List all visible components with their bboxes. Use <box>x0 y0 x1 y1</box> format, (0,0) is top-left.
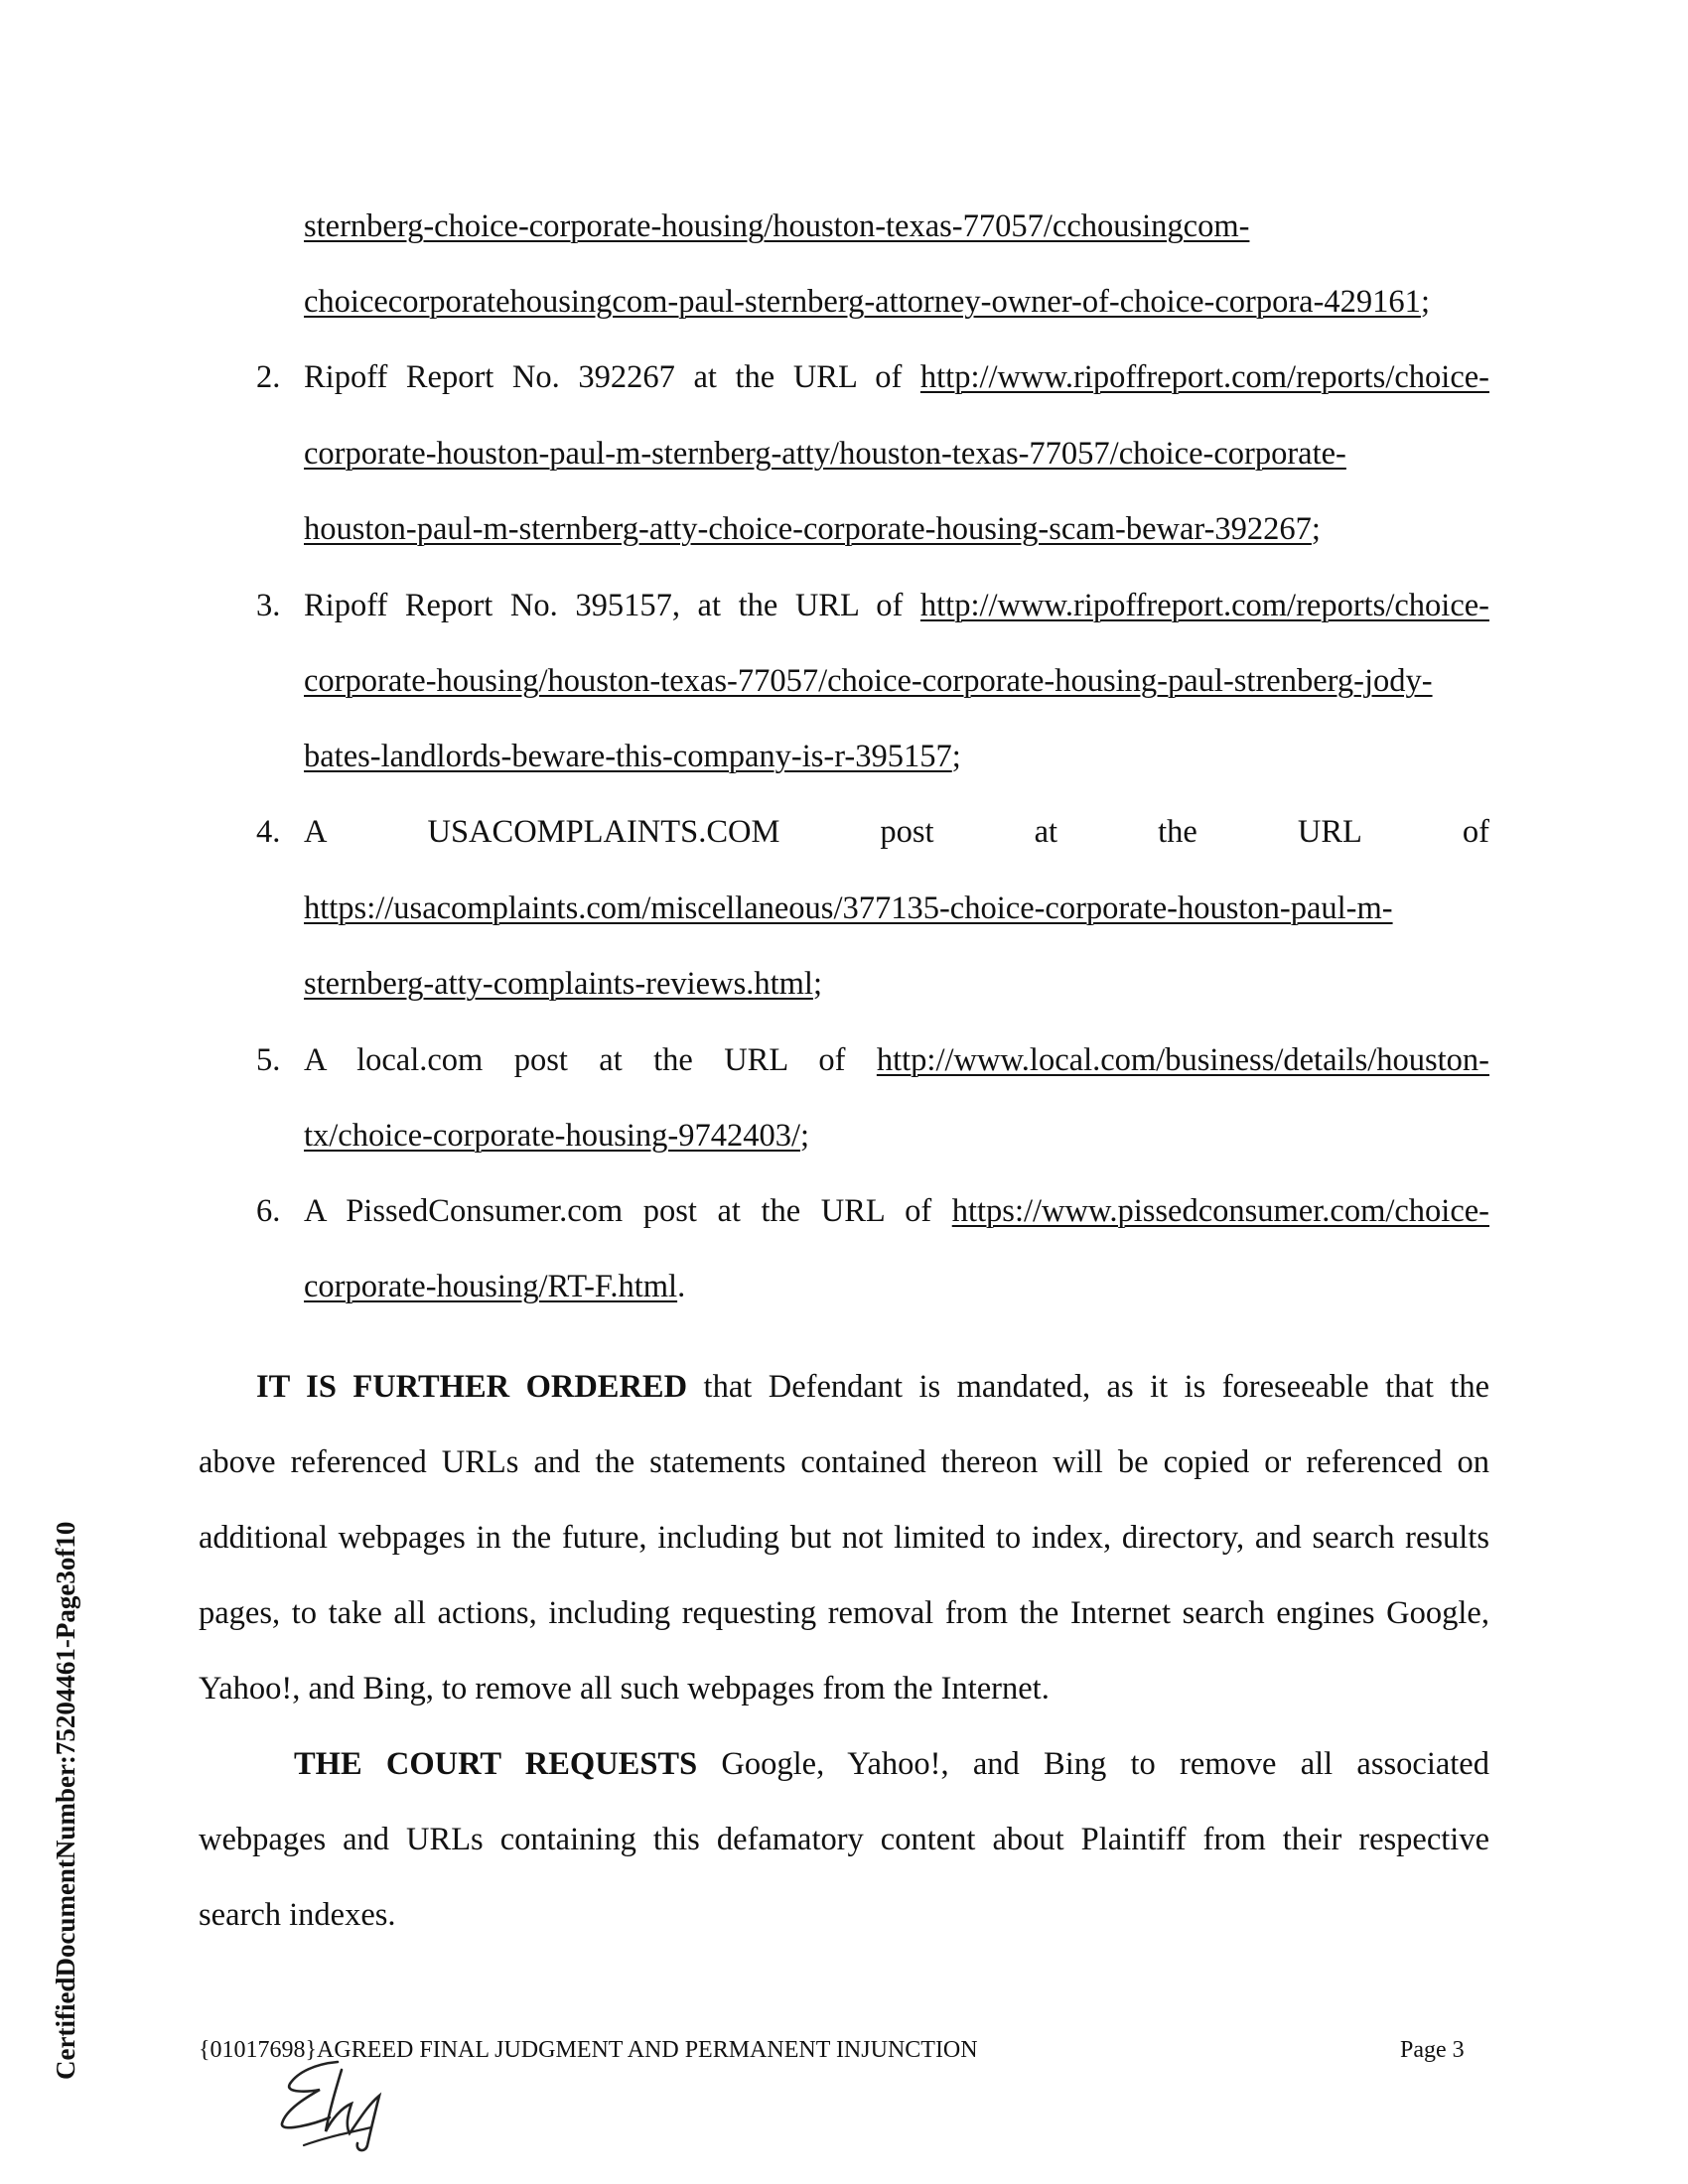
list-item-4-word: the <box>1158 814 1197 850</box>
list-item-2-url-part-1[interactable]: http://www.ripoffreport.com/reports/choice- <box>919 359 1489 395</box>
item-1-end-punct: ; <box>1420 284 1430 320</box>
further-ordered-line-1 <box>256 1367 1489 1407</box>
list-item-2-line-2 <box>304 434 1346 474</box>
list-item-2-url-part-2[interactable]: corporate-houston-paul-m-sternberg-atty/houston-texas-77057/choice-corporate- <box>304 436 1346 472</box>
list-item-6-line-2 <box>304 1267 685 1306</box>
list-item-3-line-1 <box>304 586 1489 625</box>
footer-page-number: Page 3 <box>1400 2037 1465 2063</box>
list-item-5-url-part-2[interactable]: tx/choice-corporate-housing-9742403/ <box>304 1118 800 1154</box>
item-1-url-part-2[interactable]: choicecorporatehousingcom-paul-sternberg-attorney-owner-of-choice-corpora-429161 <box>304 284 1421 320</box>
further-ordered-line-4 <box>199 1593 1489 1633</box>
item-1-url-part-1[interactable]: sternberg-choice-corporate-housing/houston-texas-77057/cchousingcom- <box>304 208 1250 244</box>
list-item-2-lead: Ripoff Report No. 392267 at the URL of <box>304 359 920 395</box>
list-item-6-url-part-2[interactable]: corporate-housing/RT-F.html <box>304 1269 678 1304</box>
list-item-5-url-part-1[interactable]: http://www.local.com/business/details/houston- <box>876 1042 1489 1078</box>
list-item-6-lead: A PissedConsumer.com post at the URL of <box>304 1193 952 1229</box>
list-item-5-lead: A local.com post at the URL of <box>304 1042 877 1078</box>
court-requests-line-2 <box>199 1820 1489 1859</box>
item-1-continuation-line-1 <box>304 206 1249 246</box>
list-item-6-end-punct: . <box>677 1269 686 1304</box>
court-requests-heading: THE COURT REQUESTS <box>294 1746 698 1782</box>
court-requests-text: Google, Yahoo!, and Bing to remove all associated <box>697 1746 1489 1782</box>
list-item-3-url-part-2[interactable]: corporate-housing/houston-texas-77057/choice-corporate-housing-paul-strenberg-jody- <box>304 663 1433 699</box>
further-ordered-text: above referenced URLs and the statements contained thereon will be copied or referenced on <box>199 1444 1489 1480</box>
handwritten-initials <box>276 2050 405 2159</box>
further-ordered-heading: IT IS FURTHER ORDERED <box>256 1369 688 1405</box>
list-item-2-url-part-3[interactable]: houston-paul-m-sternberg-atty-choice-corporate-housing-scam-bewar-392267 <box>304 511 1312 547</box>
list-item-4-url-part-2[interactable]: sternberg-atty-complaints-reviews.html <box>304 966 813 1002</box>
further-ordered-text: additional webpages in the future, including but not limited to index, directory, and search results <box>199 1520 1489 1556</box>
list-item-4-line-2 <box>304 888 1393 928</box>
list-item-3-end-punct: ; <box>951 739 961 774</box>
court-requests-text: search indexes. <box>199 1897 396 1933</box>
list-item-4-line-3 <box>304 964 822 1004</box>
court-requests-line-1 <box>294 1744 1489 1784</box>
court-requests-line-3 <box>199 1895 1489 1935</box>
list-item-2-line-1 <box>304 357 1489 397</box>
list-number: 2. <box>256 359 281 395</box>
list-number: 5. <box>256 1042 281 1078</box>
list-item-4-word: of <box>1462 814 1489 850</box>
list-item-3-line-3 <box>304 737 961 776</box>
further-ordered-line-3 <box>199 1518 1489 1558</box>
list-item-3-lead: Ripoff Report No. 395157, at the URL of <box>304 588 920 623</box>
footer-document-title: {01017698}AGREED FINAL JUDGMENT AND PERMANENT INJUNCTION <box>199 2037 978 2063</box>
list-item-2-end-punct: ; <box>1311 511 1321 547</box>
list-item-5-line-1 <box>304 1040 1489 1080</box>
list-number: 6. <box>256 1193 281 1229</box>
item-1-continuation-line-2 <box>304 282 1430 322</box>
list-number: 4. <box>256 814 281 850</box>
list-item-4-word: A <box>304 814 328 850</box>
list-item-3-url-part-3[interactable]: bates-landlords-beware-this-company-is-r-395157 <box>304 739 952 774</box>
list-item-6-url-part-1[interactable]: https://www.pissedconsumer.com/choice- <box>951 1193 1489 1229</box>
list-item-6-line-1 <box>304 1191 1489 1231</box>
list-item-3-url-part-1[interactable]: http://www.ripoffreport.com/reports/choice- <box>919 588 1489 623</box>
list-item-4-word: post <box>880 814 934 850</box>
list-number: 3. <box>256 588 281 623</box>
further-ordered-text: pages, to take all actions, including requesting removal from the Internet search engines Google, <box>199 1595 1489 1631</box>
further-ordered-text: that Defendant is mandated, as it is foreseeable that the <box>687 1369 1490 1405</box>
further-ordered-line-5 <box>199 1669 1489 1708</box>
certified-document-stamp: CertifiedDocumentNumber:75204461-Page3of10 <box>51 1521 80 2080</box>
list-item-3-line-2 <box>304 661 1433 701</box>
list-item-4-url-part-1[interactable]: https://usacomplaints.com/miscellaneous/377135-choice-corporate-houston-paul-m- <box>304 890 1393 926</box>
further-ordered-text: Yahoo!, and Bing, to remove all such webpages from the Internet. <box>199 1671 1050 1706</box>
list-item-5-end-punct: ; <box>800 1118 810 1154</box>
further-ordered-line-2 <box>199 1442 1489 1482</box>
list-item-4-word: at <box>1034 814 1058 850</box>
list-item-4-end-punct: ; <box>812 966 822 1002</box>
list-item-4-word: URL <box>1297 814 1362 850</box>
list-item-2-line-3 <box>304 509 1321 549</box>
list-item-4-line-1 <box>304 812 1489 852</box>
court-requests-text: webpages and URLs containing this defamatory content about Plaintiff from their respective <box>199 1822 1489 1857</box>
list-item-4-word: USACOMPLAINTS.COM <box>427 814 780 850</box>
list-item-5-line-2 <box>304 1116 809 1156</box>
